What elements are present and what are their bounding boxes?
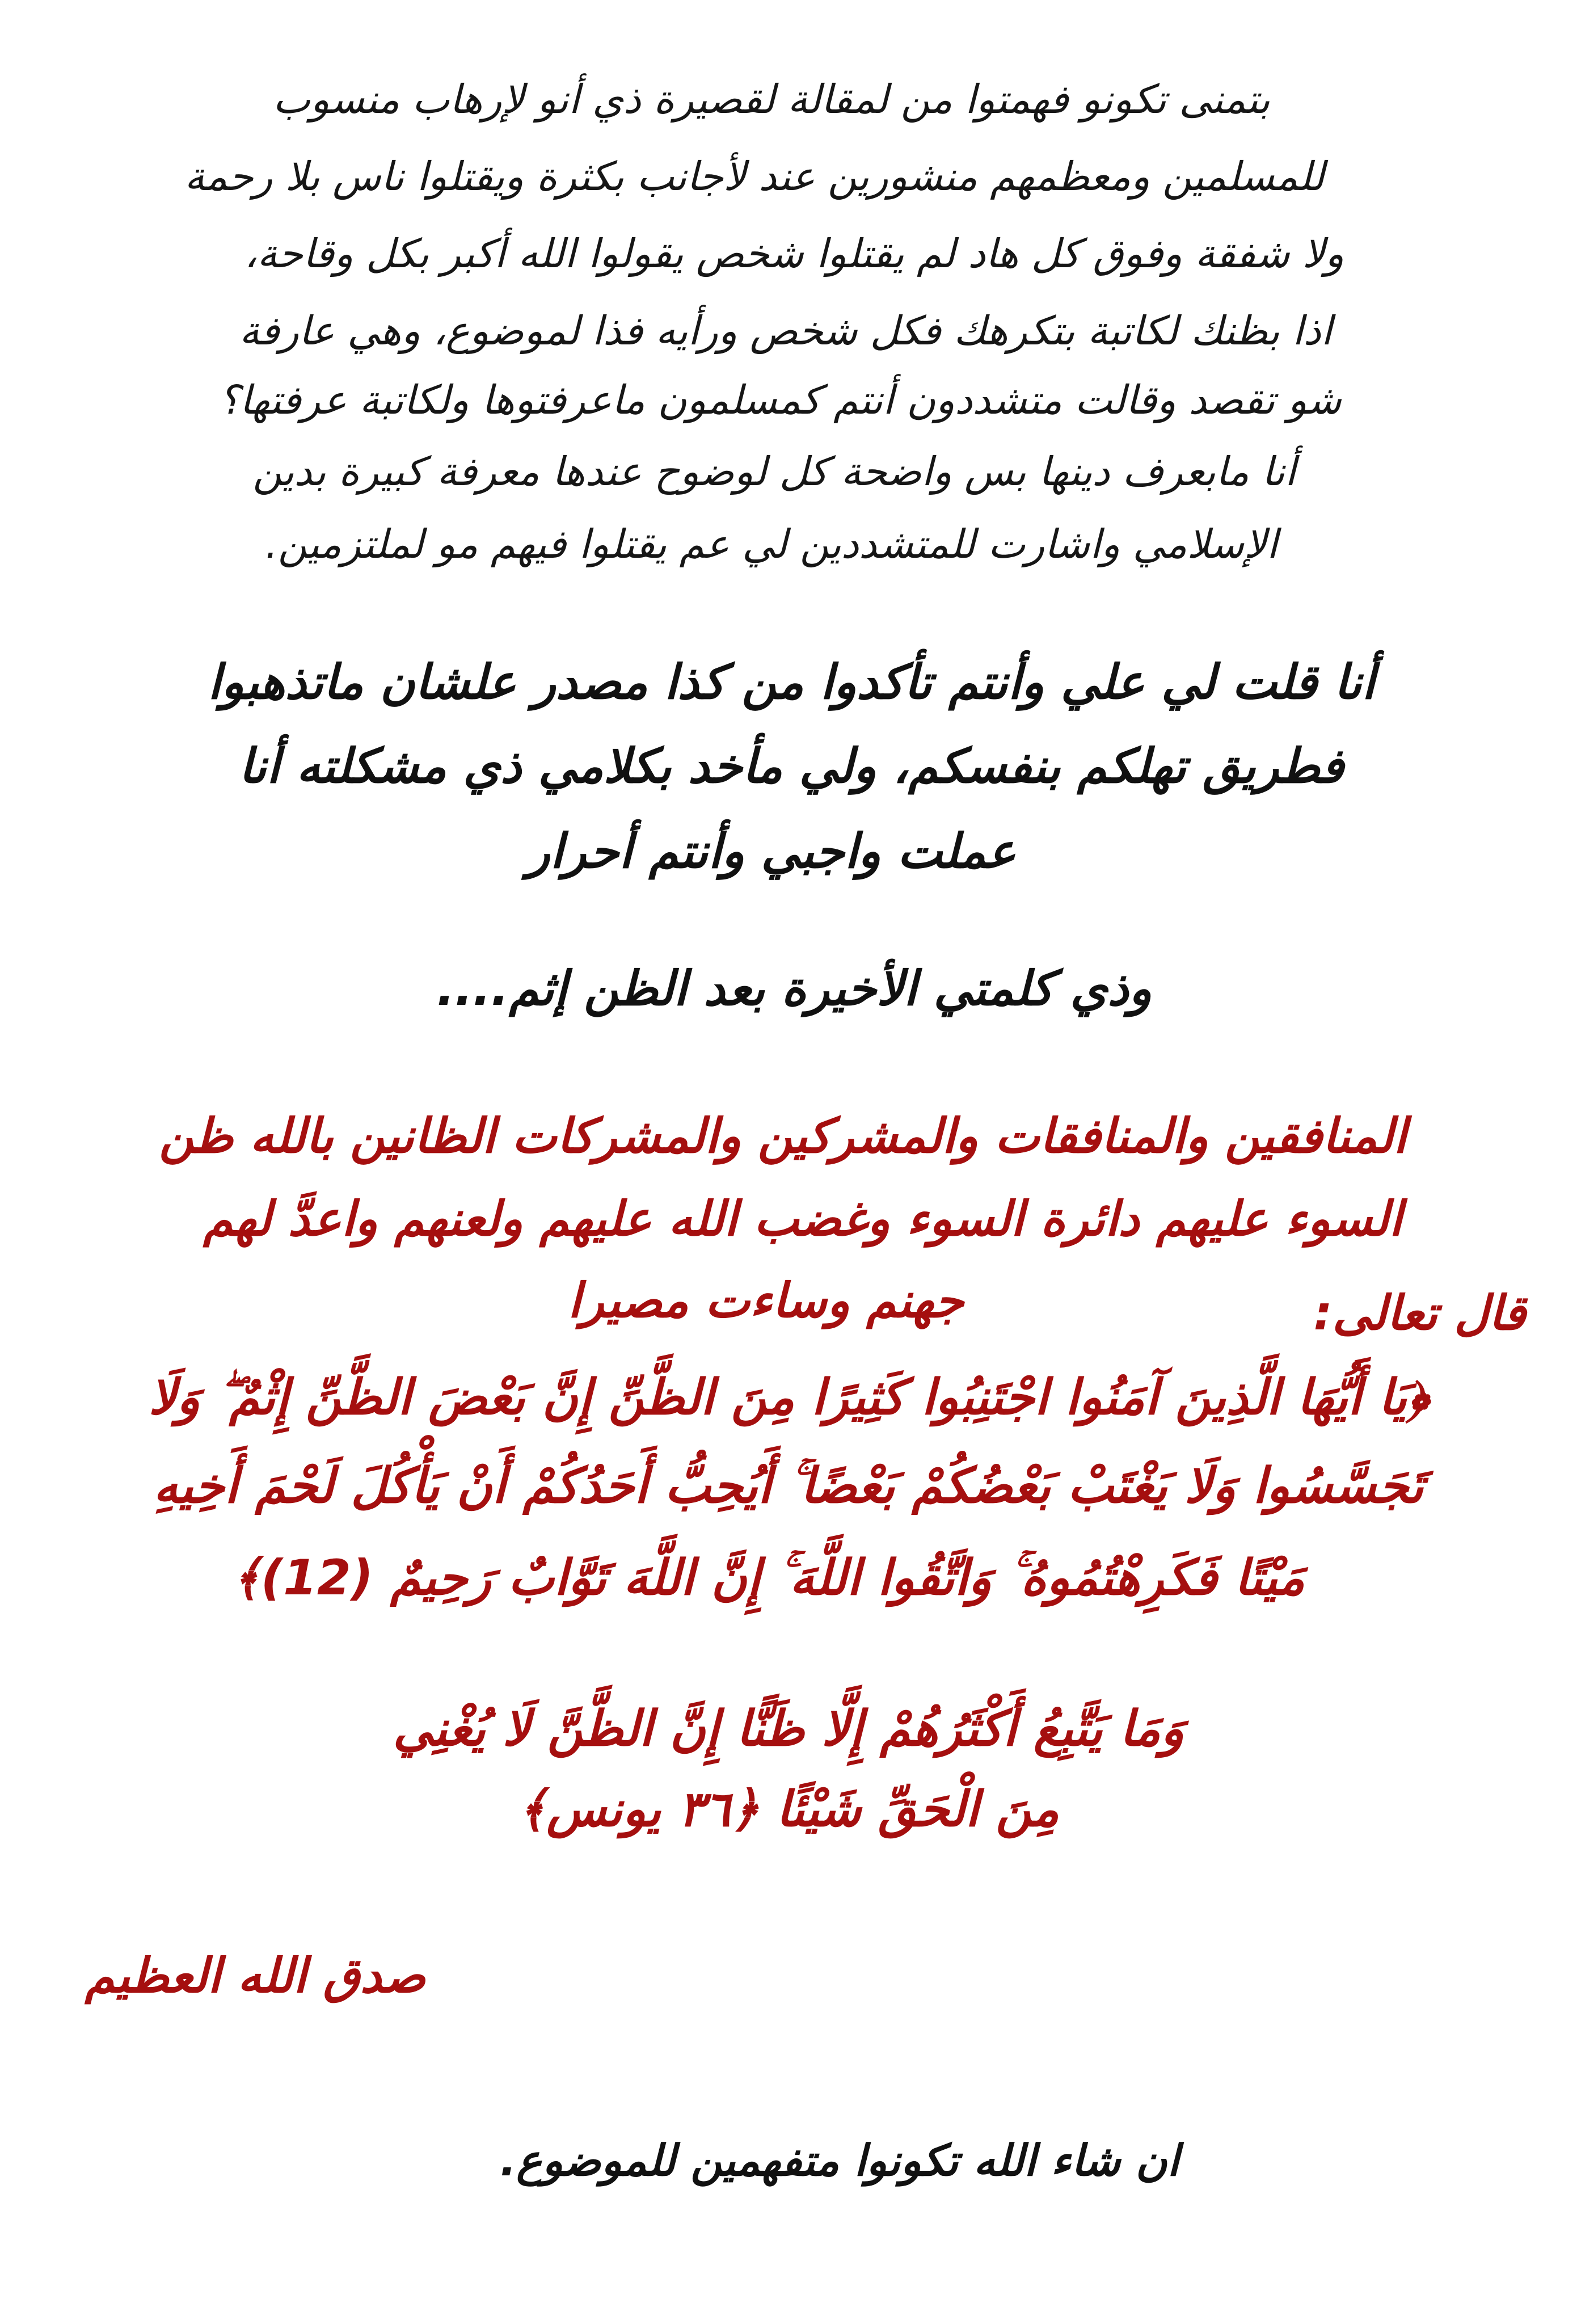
paragraph2-line-2: فطريق تهلكم بنفسكم، ولي مأخد بكلامي ذي مشكلته أنا bbox=[238, 738, 1344, 794]
paragraph1-line-1: بتمنى تكونو فهمتوا من لمقالة لقصيرة ذي أنو لإرهاب منسوب bbox=[273, 76, 1270, 123]
paragraph2-line-3: عملت واجبي وأنتم أحرار bbox=[527, 823, 1016, 879]
verse2-line-1: وَمَا يَتَّبِعُ أَكْثَرُهُمْ إِلَّا ظَنًّا إِنَّ الظَّنَّ لَا يُغْنِي bbox=[393, 1700, 1184, 1757]
paragraph1-line-2: للمسلمين ومعظمهم منشورين عند لأجانب بكثرة ويقتلوا ناس بلا رحمة bbox=[184, 153, 1325, 200]
paragraph1-line-5: شو تقصد وقالت متشددون أنتم كمسلمون ماعرفتوها ولكاتبة عرفتها؟ bbox=[218, 377, 1342, 423]
red-paragraph-line-3: جهنم وساءت مصيرا bbox=[567, 1273, 964, 1328]
last-words: وذي كلمتي الأخيرة بعد الظن إثم.... bbox=[436, 961, 1152, 1016]
red-paragraph-line-1: المنافقين والمنافقات والمشركين والمشركات الظانين بالله ظن bbox=[159, 1108, 1407, 1164]
qal-taala-label: قال تعالى: bbox=[1313, 1285, 1526, 1341]
verse1-line-3: مَيْتًا فَكَرِهْتُمُوهُ ۚ وَاتَّقُوا اللَّهَ ۚ إِنَّ اللَّهَ تَوَّابٌ رَحِيمٌ (12)﴾ bbox=[232, 1550, 1305, 1606]
paragraph1-line-3: ولا شفقة وفوق كل هاد لم يقتلوا شخص يقولوا الله أكبر بكل وقاحة، bbox=[244, 230, 1344, 277]
paragraph1-line-6: أنا مابعرف دينها بس واضحة كل لوضوح عندها معرفة كبيرة بدين bbox=[252, 448, 1296, 495]
sadaq-allah: صدق الله العظيم bbox=[85, 1948, 426, 2003]
paragraph2-line-1: أنا قلت لي علي وأنتم تأكدوا من كذا مصدر علشان ماتذهبوا bbox=[208, 654, 1375, 710]
verse1-line-2: تَجَسَّسُوا وَلَا يَغْتَبْ بَعْضُكُمْ بَعْضًا ۚ أَيُحِبُّ أَحَدُكُمْ أَنْ يَأْكُلَ لَحْمَ أَخِيهِ bbox=[153, 1458, 1424, 1514]
red-paragraph-line-2: السوء عليهم دائرة السوء وغضب الله عليهم ولعنهم واعدَّ لهم bbox=[203, 1191, 1402, 1247]
verse2-line-2: مِنَ الْحَقِّ شَيْئًا ﴿٣٦ يونس﴾ bbox=[518, 1781, 1059, 1838]
paragraph1-line-7: الإسلامي واشارت للمتشددين لي عم يقتلوا فيهم مو لملتزمين. bbox=[265, 521, 1278, 567]
verse1-line-1: ﴿يَا أَيُّهَا الَّذِينَ آمَنُوا اجْتَنِبُوا كَثِيرًا مِنَ الظَّنِّ إِنَّ بَعْضَ الظَّنِّ إِثْمٌ ۖ وَلَا bbox=[148, 1369, 1429, 1426]
closing-line: ان شاء الله تكونوا متفهمين للموضوع. bbox=[500, 2135, 1179, 2186]
paragraph1-line-4: اذا بظنك لكاتبة بتكرهك فكل شخص ورأيه فذا لموضوع، وهي عارفة bbox=[239, 308, 1333, 354]
